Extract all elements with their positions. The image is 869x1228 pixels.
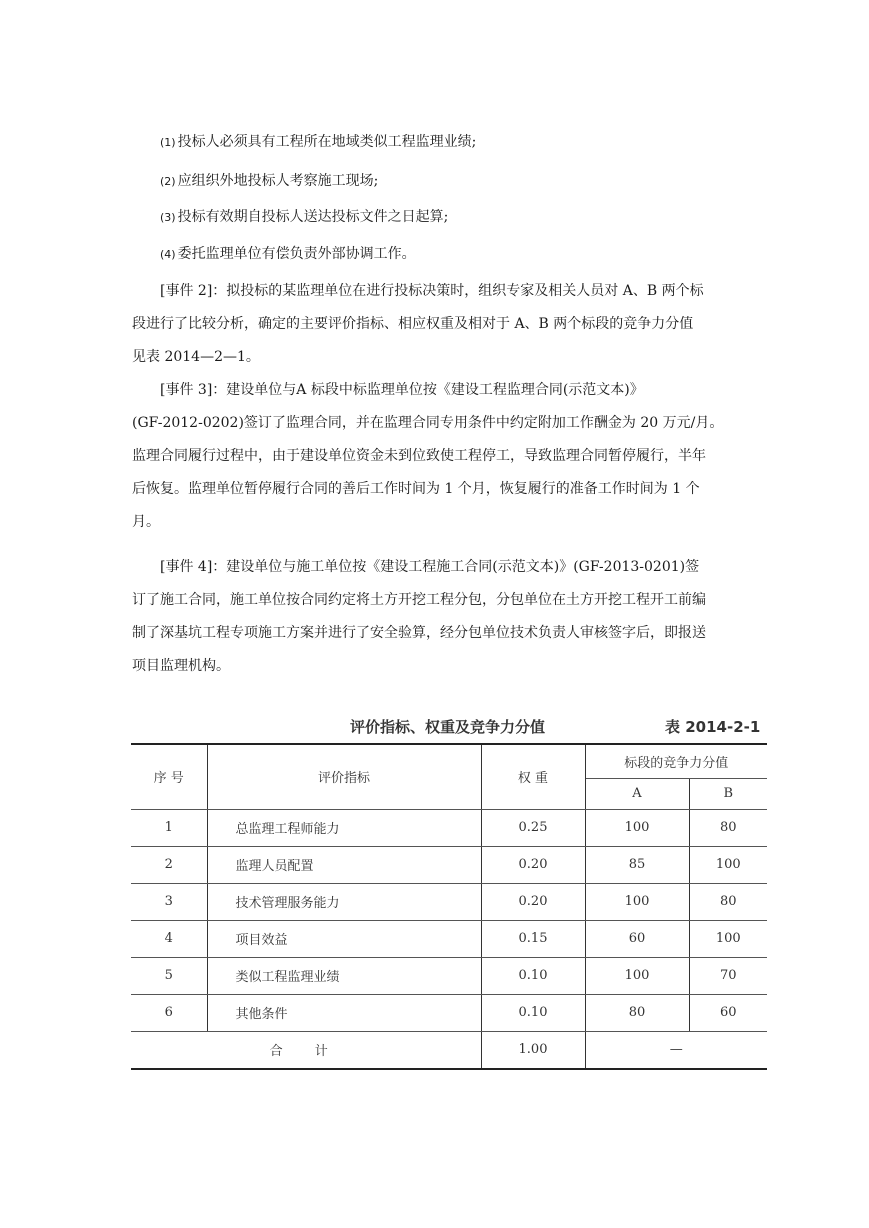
paragraph-line: (GF-2012-0202)签订了监理合同，并在监理合同专用条件中约定附加工作酬金为 20 万元/月。 [132,415,724,431]
cell-score-a: 100 [585,809,689,846]
event-4-paragraph [132,551,772,683]
cell-score-a: 60 [585,920,689,957]
cell-score-b: 80 [689,809,767,846]
paragraph-line: 订了施工合同，施工单位按合同约定将土方开挖工程分包，分包单位在土方开挖工程开工前编 [132,592,706,608]
header-indicator: 评价指标 [207,744,481,809]
header-score-group: 标段的竞争力分值 [585,744,767,778]
paragraph-line: 项目监理机构。 [132,658,230,674]
cell-score-b: 80 [689,883,767,920]
header-b: B [689,778,767,809]
table-row [131,883,767,920]
condition-item-3 [160,208,448,227]
total-weight: 1.00 [481,1031,585,1069]
total-label: 合 计 [131,1031,481,1069]
paragraph-line: 制了深基坑工程专项施工方案并进行了安全验算，经分包单位技术负责人审核签字后，即报送 [132,625,706,641]
cell-indicator: 技术管理服务能力 [207,883,481,920]
cell-score-b: 100 [689,846,767,883]
cell-seq: 4 [131,920,207,957]
condition-item-1 [160,133,476,152]
condition-number: (3) [160,211,176,224]
paragraph-line: 月。 [132,514,160,530]
cell-score-b: 60 [689,994,767,1031]
condition-text: 投标有效期自投标人送达投标文件之日起算; [177,209,449,225]
cell-indicator: 监理人员配置 [207,846,481,883]
table-row [131,920,767,957]
event-3-paragraph [132,374,772,539]
header-a: A [585,778,689,809]
cell-weight: 0.10 [481,994,585,1031]
condition-number: (2) [160,175,176,188]
cell-weight: 0.15 [481,920,585,957]
condition-text: 投标人必须具有工程所在地域类似工程监理业绩; [177,134,477,150]
total-score: — [585,1031,767,1069]
condition-item-4 [160,245,416,264]
header-seq: 序 号 [131,744,207,809]
header-weight: 权 重 [481,744,585,809]
paragraph-line: 监理合同履行过程中，由于建设单位资金未到位致使工程停工，导致监理合同暂停履行，半年 [132,448,706,464]
paragraph-line: [事件 4]：建设单位与施工单位按《建设工程施工合同(示范文本)》(GF-2013-0201)签 [160,559,700,575]
cell-seq: 5 [131,957,207,994]
cell-seq: 3 [131,883,207,920]
cell-indicator: 类似工程监理业绩 [207,957,481,994]
table-row [131,994,767,1031]
cell-seq: 2 [131,846,207,883]
cell-weight: 0.20 [481,883,585,920]
table-row [131,846,767,883]
cell-seq: 1 [131,809,207,846]
table-title: 评价指标、权重及竞争力分值 [350,718,546,736]
cell-weight: 0.20 [481,846,585,883]
paragraph-line: 见表 2014—2—1。 [132,349,260,365]
event-2-paragraph [132,275,772,374]
condition-number: (4) [160,248,176,261]
paragraph-line: 段进行了比较分析，确定的主要评价指标、相应权重及相对于 A、B 两个标段的竞争力分值 [132,316,694,332]
cell-weight: 0.25 [481,809,585,846]
cell-score-a: 80 [585,994,689,1031]
condition-text: 应组织外地投标人考察施工现场; [177,173,379,189]
table-row [131,809,767,846]
cell-score-a: 100 [585,957,689,994]
evaluation-table [131,743,767,1070]
condition-text: 委托监理单位有偿负责外部协调工作。 [177,246,416,262]
cell-weight: 0.10 [481,957,585,994]
paragraph-line: [事件 3]：建设单位与A 标段中标监理单位按《建设工程监理合同(示范文本)》 [160,382,644,398]
paragraph-line: [事件 2]：拟投标的某监理单位在进行投标决策时，组织专家及相关人员对 A、B 两个标 [160,283,704,299]
cell-score-b: 70 [689,957,767,994]
cell-indicator: 总监理工程师能力 [207,809,481,846]
cell-score-a: 100 [585,883,689,920]
table-total-row [131,1031,767,1069]
condition-number: (1) [160,136,176,149]
cell-indicator: 其他条件 [207,994,481,1031]
table-row [131,957,767,994]
cell-seq: 6 [131,994,207,1031]
table-header-row [131,744,767,778]
paragraph-line: 后恢复。监理单位暂停履行合同的善后工作时间为 1 个月，恢复履行的准备工作时间为 1 个 [132,481,700,497]
cell-score-a: 85 [585,846,689,883]
table-code: 表 2014-2-1 [665,718,761,736]
cell-indicator: 项目效益 [207,920,481,957]
cell-score-b: 100 [689,920,767,957]
condition-item-2 [160,172,378,191]
